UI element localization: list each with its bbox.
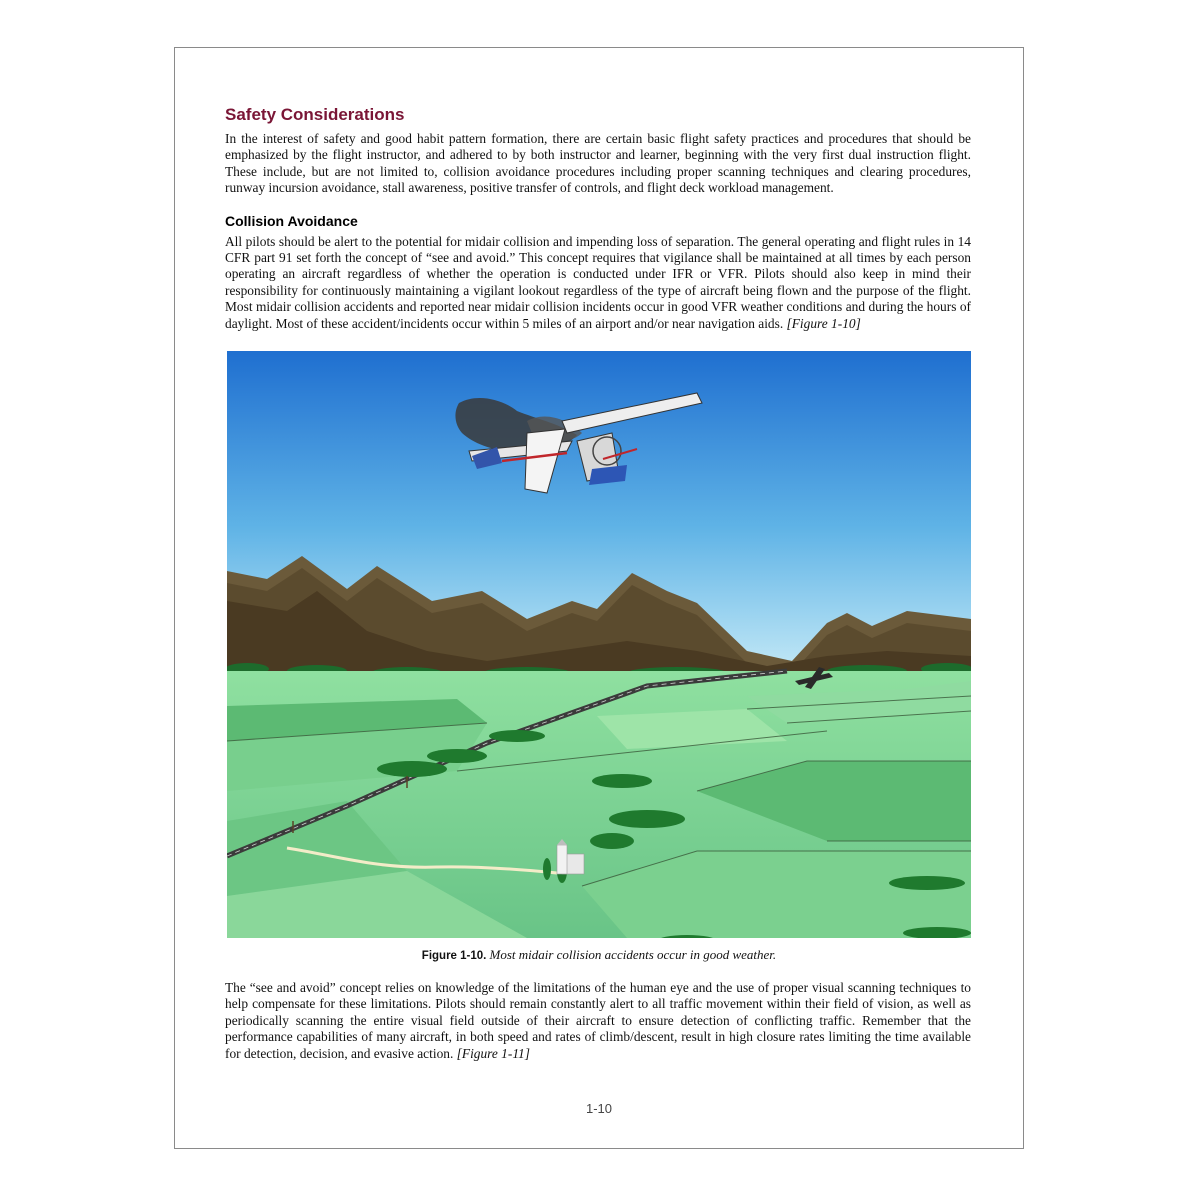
subsection-body: All pilots should be alert to the potential for midair collision and impending loss of separation. The general operating and flight rules in 14 CFR part 91 set forth the concept of “see and avoid.” This concept requires that vigilance shall be maintained at all times by each person operating an aircraft regardless of whether the operation is conducted under IFR or VFR. Pilots should also keep in mind their responsibility for continuously maintaining a vigilant lookout regardless of the type of aircraft being flown and the purpose of the flight. Most midair collision accidents and reported near midair collision incidents occur in good VFR weather conditions and during the hours of daylight. Most of these accident/incidents occur within 5 miles of an airport and/or near navigation aids.: [225, 233, 971, 331]
page-content: [225, 104, 971, 332]
figure-reference: [Figure 1-10]: [786, 315, 861, 331]
page-number: 1-10: [585, 1101, 613, 1116]
document-page: [174, 47, 1024, 1149]
figure-caption: [227, 947, 971, 964]
subsection-paragraph: [225, 234, 971, 332]
figure-label: Figure 1-10.: [421, 950, 487, 962]
figure-reference-2: [Figure 1-11]: [456, 1045, 530, 1061]
section-paragraph: In the interest of safety and good habit pattern formation, there are certain basic flight safety practices and procedures that should be emphasized by the flight instructor, and adhered to by both instructor and learner, beginning with the very first dual instruction flight. These include, but are not limited to, collision avoidance procedures including proper scanning techniques and clearing procedures, runway incursion avoidance, stall awareness, positive transfer of controls, and flight deck workload management.: [225, 131, 971, 196]
figure-caption-text: Most midair collision accidents occur in good weather.: [489, 947, 777, 962]
section-heading: Safety Considerations: [225, 105, 405, 124]
closing-paragraph: [225, 980, 971, 1062]
closing-body: The “see and avoid” concept relies on knowledge of the limitations of the human eye and the use of proper visual scanning techniques to help compensate for these limitations. Pilots should remain constantly alert to all traffic movement within their field of vision, as well as periodically scanning the entire visual field outside of their aircraft to ensure detection of conflicting traffic. Remember that the performance capabilities of many aircraft, in both speed and rates of climb/descent, result in high closure rates limiting the time available for detection, decision, and evasive action.: [225, 980, 971, 1061]
midair-collision-illustration: [227, 351, 971, 938]
subsection-heading: Collision Avoidance: [225, 212, 358, 229]
